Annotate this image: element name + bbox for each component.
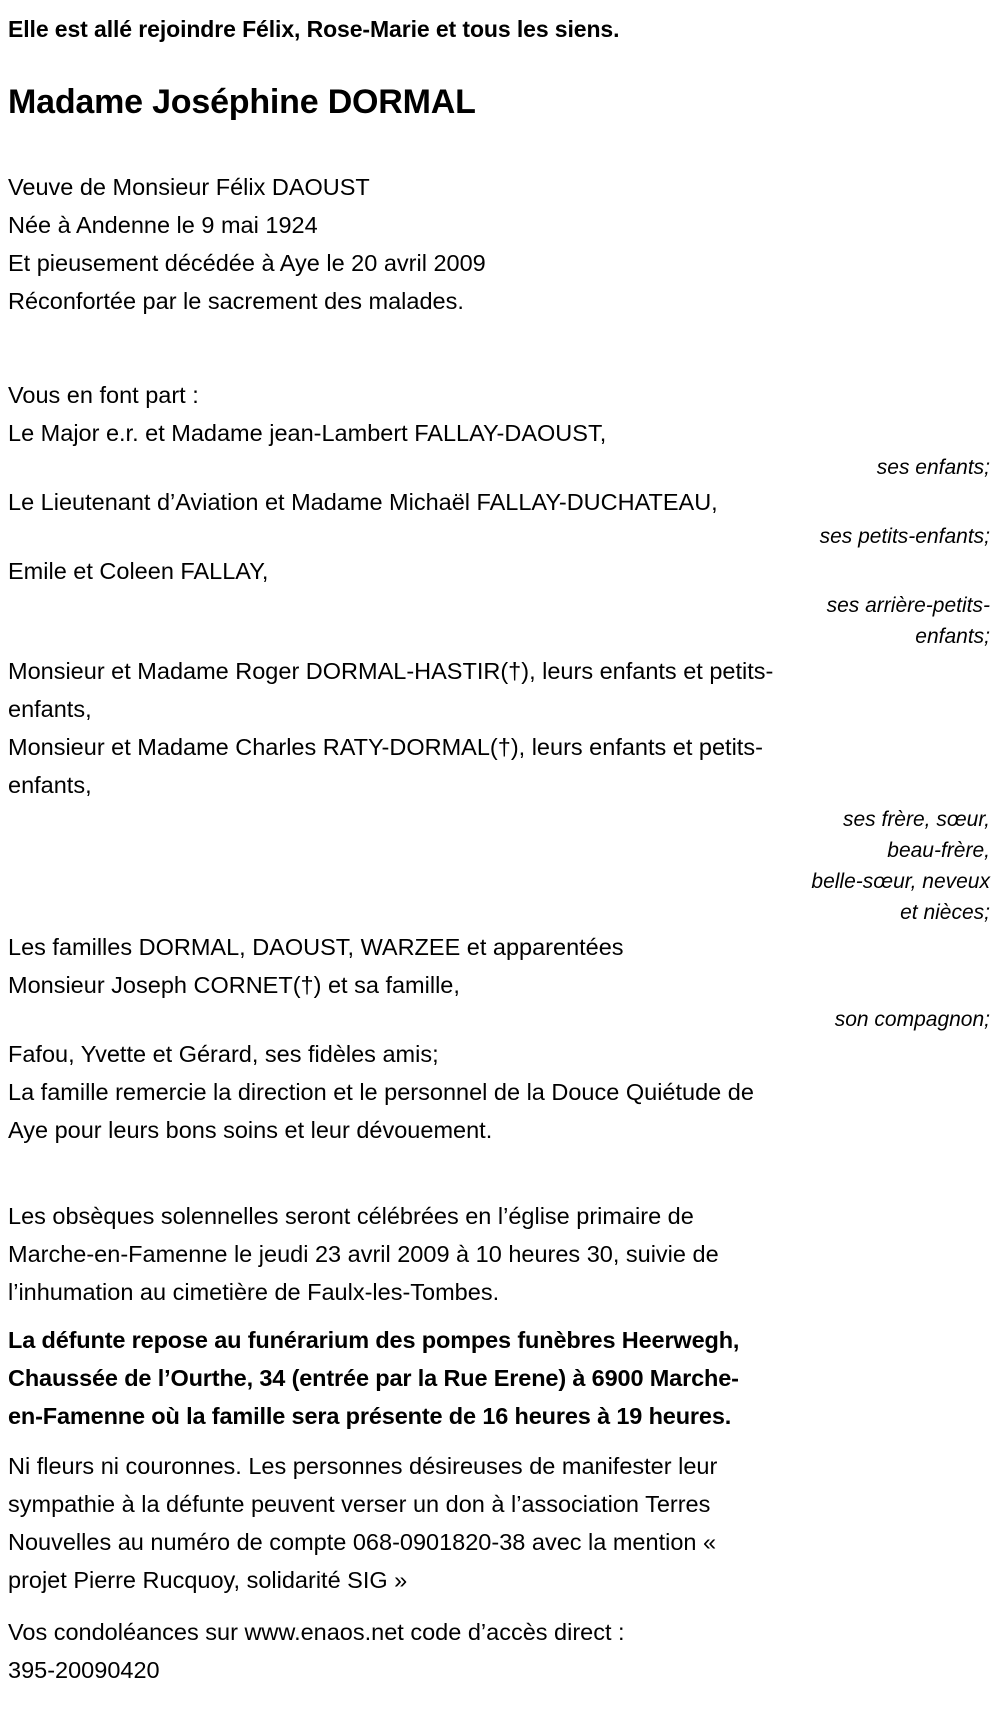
companion-prefix: Monsieur Joseph CORNET(	[8, 972, 301, 998]
funerarium-line-3: en-Famenne où la famille sera présente de 16 heures à 19 heures.	[8, 1403, 732, 1429]
relation-label-siblings-1: ses frère, sœur,	[842, 808, 990, 831]
ceremony-line-1: Les obsèques solennelles seront célébrées en l’église primaire de	[8, 1203, 694, 1229]
sibling-raty-dormal-suffix: ), leurs enfants et petits-	[510, 734, 763, 760]
thanks-line-1: La famille remercie la direction et le personnel de la Douce Quiétude de	[8, 1079, 754, 1105]
relation-label-greatgrandchildren-2: enfants;	[915, 625, 990, 648]
announcement-intro: Vous en font part :	[8, 382, 199, 408]
condolences-line: Vos condoléances sur www.enaos.net code d’accès direct :	[8, 1619, 625, 1645]
donations-line-1: Ni fleurs ni couronnes. Les personnes désireuses de manifester leur	[8, 1453, 718, 1479]
condolences-access-code: 395-20090420	[8, 1657, 160, 1683]
companion-suffix: ) et sa famille,	[313, 972, 460, 998]
donations-line-2: sympathie à la défunte peuvent verser un don à l’association Terres	[8, 1491, 711, 1517]
funerarium-line-2: Chaussée de l’Ourthe, 34 (entrée par la Rue Erene) à 6900 Marche-	[8, 1365, 739, 1391]
birth-line: Née à Andenne le 9 mai 1924	[8, 212, 318, 238]
funerarium-block	[8, 1321, 992, 1435]
companion-entry	[8, 966, 992, 1004]
relation-label-companion: son compagnon;	[834, 1008, 990, 1031]
friends-and-thanks-block	[8, 1035, 992, 1149]
epitaph-line: Elle est allé rejoindre Félix, Rose-Marie et tous les siens.	[8, 16, 620, 42]
survivor-entry-grandchildren: Le Lieutenant d’Aviation et Madame Michaël FALLAY-DUCHATEAU,	[8, 489, 718, 515]
dagger-icon: †	[508, 658, 522, 684]
widow-of-line: Veuve de Monsieur Félix DAOUST	[8, 174, 370, 200]
sibling-raty-dormal-prefix: Monsieur et Madame Charles RATY-DORMAL(	[8, 734, 498, 760]
deceased-name-heading: Madame Joséphine DORMAL	[8, 83, 476, 121]
sibling-dormal-hastir-suffix: ), leurs enfants et petits-	[521, 658, 774, 684]
dagger-icon: †	[300, 972, 314, 998]
relation-label-siblings-2: beau-frère,	[887, 839, 990, 862]
sacrament-line: Réconfortée par le sacrement des malades.	[8, 288, 464, 314]
funerarium-line-1: La défunte repose au funérarium des pompes funèbres Heerwegh,	[8, 1327, 740, 1353]
ceremony-line-3: l’inhumation au cimetière de Faulx-les-Tombes.	[8, 1279, 500, 1305]
donations-line-4: projet Pierre Rucquoy, solidarité SIG »	[8, 1567, 408, 1593]
relation-label-siblings-3: belle-sœur, neveux	[811, 870, 990, 893]
sibling-raty-dormal-continuation: enfants,	[8, 772, 92, 798]
families-line: Les familles DORMAL, DAOUST, WARZEE et apparentées	[8, 934, 624, 960]
survivor-entry-children: Le Major e.r. et Madame jean-Lambert FALLAY-DAOUST,	[8, 420, 607, 446]
sibling-dormal-hastir-continuation: enfants,	[8, 696, 92, 722]
relation-label-siblings-4: et nièces;	[900, 901, 990, 924]
thanks-line-2: Aye pour leurs bons soins et leur dévouement.	[8, 1117, 493, 1143]
ceremony-line-2: Marche-en-Famenne le jeudi 23 avril 2009 à 10 heures 30, suivie de	[8, 1241, 719, 1267]
relation-label-children: ses enfants;	[876, 456, 990, 479]
sibling-entry-dormal-hastir	[8, 652, 992, 690]
relation-label-grandchildren: ses petits-enfants;	[819, 525, 990, 548]
survivor-entry-greatgrandchildren: Emile et Coleen FALLAY,	[8, 558, 269, 584]
sibling-entry-raty-dormal	[8, 728, 992, 766]
sibling-dormal-hastir-prefix: Monsieur et Madame Roger DORMAL-HASTIR(	[8, 658, 509, 684]
death-line: Et pieusement décédée à Aye le 20 avril 2009	[8, 250, 486, 276]
announcement-block	[8, 376, 992, 1035]
friends-line: Fafou, Yvette et Gérard, ses fidèles amis;	[8, 1041, 439, 1067]
relation-label-greatgrandchildren-1: ses arrière-petits-	[826, 594, 990, 617]
condolences-block	[8, 1613, 992, 1689]
identity-block	[8, 168, 992, 320]
ceremony-block	[8, 1197, 992, 1311]
donations-line-3: Nouvelles au numéro de compte 068-0901820-38 avec la mention «	[8, 1529, 717, 1555]
donations-block	[8, 1447, 992, 1599]
dagger-icon: †	[497, 734, 511, 760]
